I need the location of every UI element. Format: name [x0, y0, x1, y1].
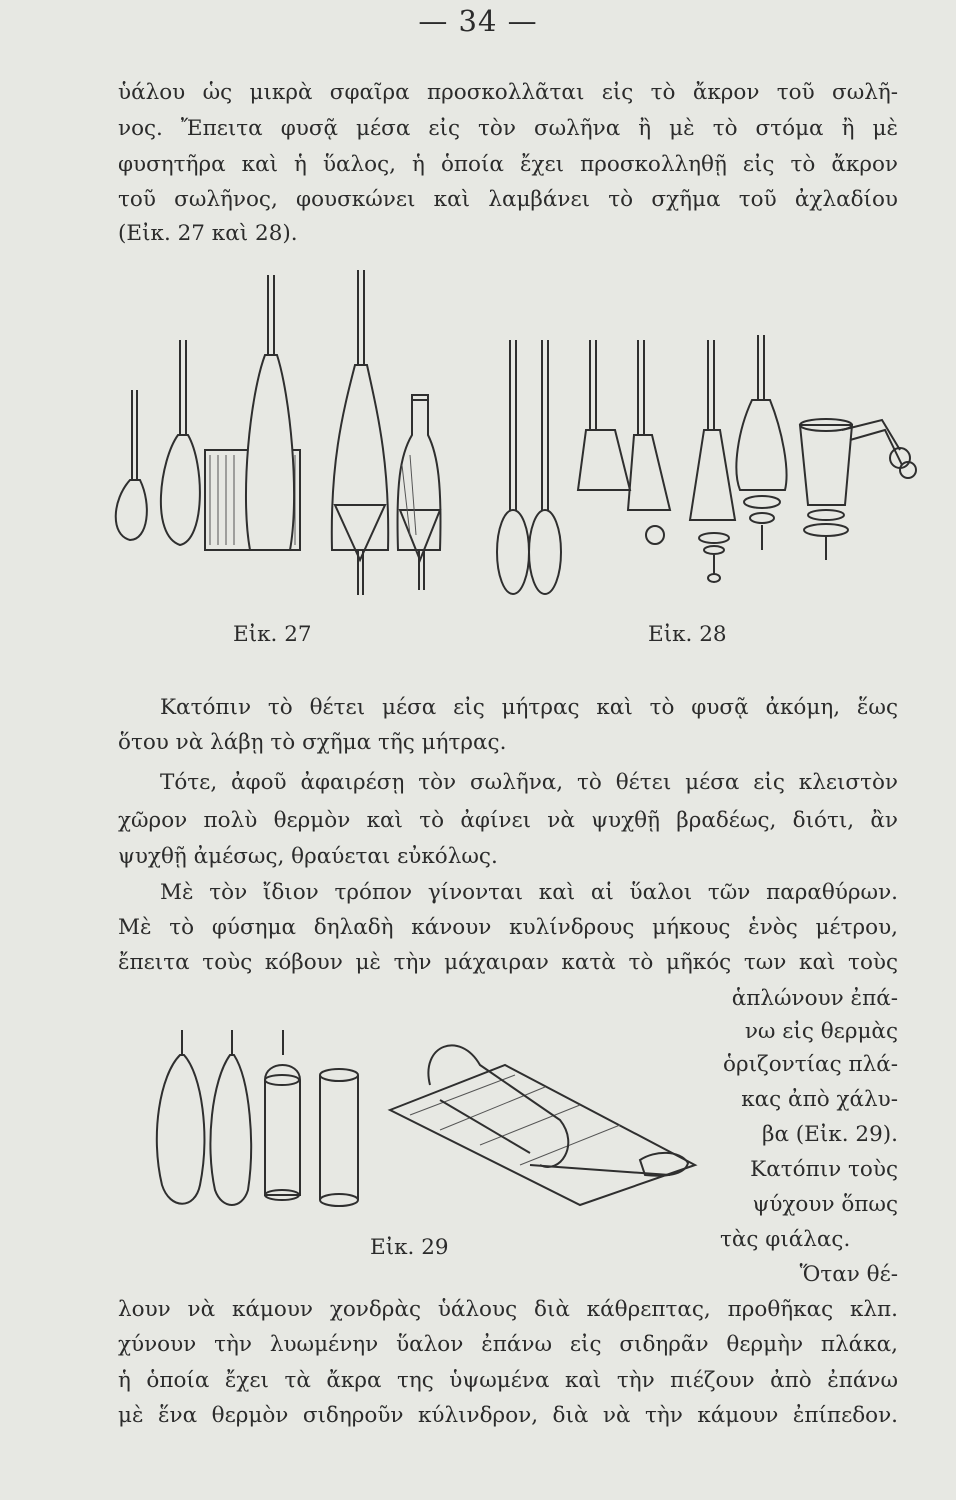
text-line: χῶρον πολὺ θερμὸν καὶ τὸ ἀφίνει νὰ ψυχθῇ βραδέως, διότι, ἂν: [118, 808, 898, 833]
text-line: Κατόπιν τὸ θέτει μέσα εἰς μήτρας καὶ τὸ φυσᾷ ἀκόμη, ἕως: [160, 695, 898, 720]
text-line: Μὲ τὸ φύσημα δηλαδὴ κάνουν κυλίνδρους μήκους ἑνὸς μέτρου,: [118, 915, 898, 940]
text-line: ὑάλου ὡς μικρὰ σφαῖρα προσκολλᾶται εἰς τὸ ἄκρον τοῦ σωλῆ-: [118, 80, 898, 105]
text-line: ὅτου νὰ λάβῃ τὸ σχῆμα τῆς μήτρας.: [118, 730, 507, 755]
text-line: ψυχθῇ ἀμέσως, θραύεται εὐκόλως.: [118, 844, 498, 869]
column-line: Ὅταν θέ-: [799, 1262, 898, 1287]
figure-29-caption: Εἰκ. 29: [370, 1235, 449, 1260]
column-line: ψύχουν ὅπως: [752, 1192, 898, 1217]
column-line: Κατόπιν τοὺς: [750, 1157, 898, 1182]
figure-28-caption: Εἰκ. 28: [648, 622, 727, 647]
text-line: Μὲ τὸν ἴδιον τρόπον γίνονται καὶ αἱ ὕαλοι τῶν παραθύρων.: [160, 880, 898, 905]
column-line: βα (Εἰκ. 29).: [762, 1122, 898, 1147]
text-line: ἡ ὁποία ἔχει τὰ ἄκρα της ὑψωμένα καὶ τὴν πιέζουν ἀπὸ ἐπάνω: [118, 1368, 898, 1393]
page-number: — 34 —: [418, 4, 538, 38]
text-line: Τότε, ἀφοῦ ἀφαιρέσῃ τὸν σωλῆνα, τὸ θέτει μέσα εἰς κλειστὸν: [160, 770, 898, 795]
figure-27-illustration: [110, 265, 450, 610]
figure-28-illustration: [490, 330, 930, 595]
text-line: (Εἰκ. 27 καὶ 28).: [118, 221, 298, 246]
text-line: λουν νὰ κάμουν χονδρὰς ὑάλους διὰ κάθρεπτας, προθῆκας κλπ.: [118, 1297, 898, 1322]
text-line: μὲ ἕνα θερμὸν σιδηροῦν κύλινδρον, διὰ νὰ τὴν κάμουν ἐπίπεδον.: [118, 1403, 898, 1428]
text-line: τοῦ σωλῆνος, φουσκώνει καὶ λαμβάνει τὸ σχῆμα τοῦ ἀχλαδίου: [118, 187, 898, 212]
figure-29-illustration: [140, 1025, 700, 1225]
text-line: νος. Ἔπειτα φυσᾷ μέσα εἰς τὸν σωλῆνα ἢ μὲ τὸ στόμα ἢ μὲ: [118, 116, 898, 141]
column-line: ἁπλώνουν ἐπά-: [731, 986, 898, 1011]
text-line: ἔπειτα τοὺς κόβουν μὲ τὴν μάχαιραν κατὰ τὸ μῆκός των καὶ τοὺς: [118, 950, 898, 975]
text-line: χύνουν τὴν λυωμένην ὕαλον ἐπάνω εἰς σιδηρᾶν θερμὴν πλάκα,: [118, 1332, 898, 1357]
text-line: φυσητῆρα καὶ ἡ ὕαλος, ἡ ὁποία ἔχει προσκολληθῇ εἰς τὸ ἄκρον: [118, 152, 898, 177]
figure-27-caption: Εἰκ. 27: [233, 622, 312, 647]
column-line: νω εἰς θερμὰς: [744, 1019, 898, 1044]
column-line: κας ἀπὸ χάλυ-: [741, 1087, 898, 1112]
column-line: ὁριζοντίας πλά-: [723, 1052, 898, 1077]
column-line: τὰς φιάλας.: [720, 1227, 851, 1252]
